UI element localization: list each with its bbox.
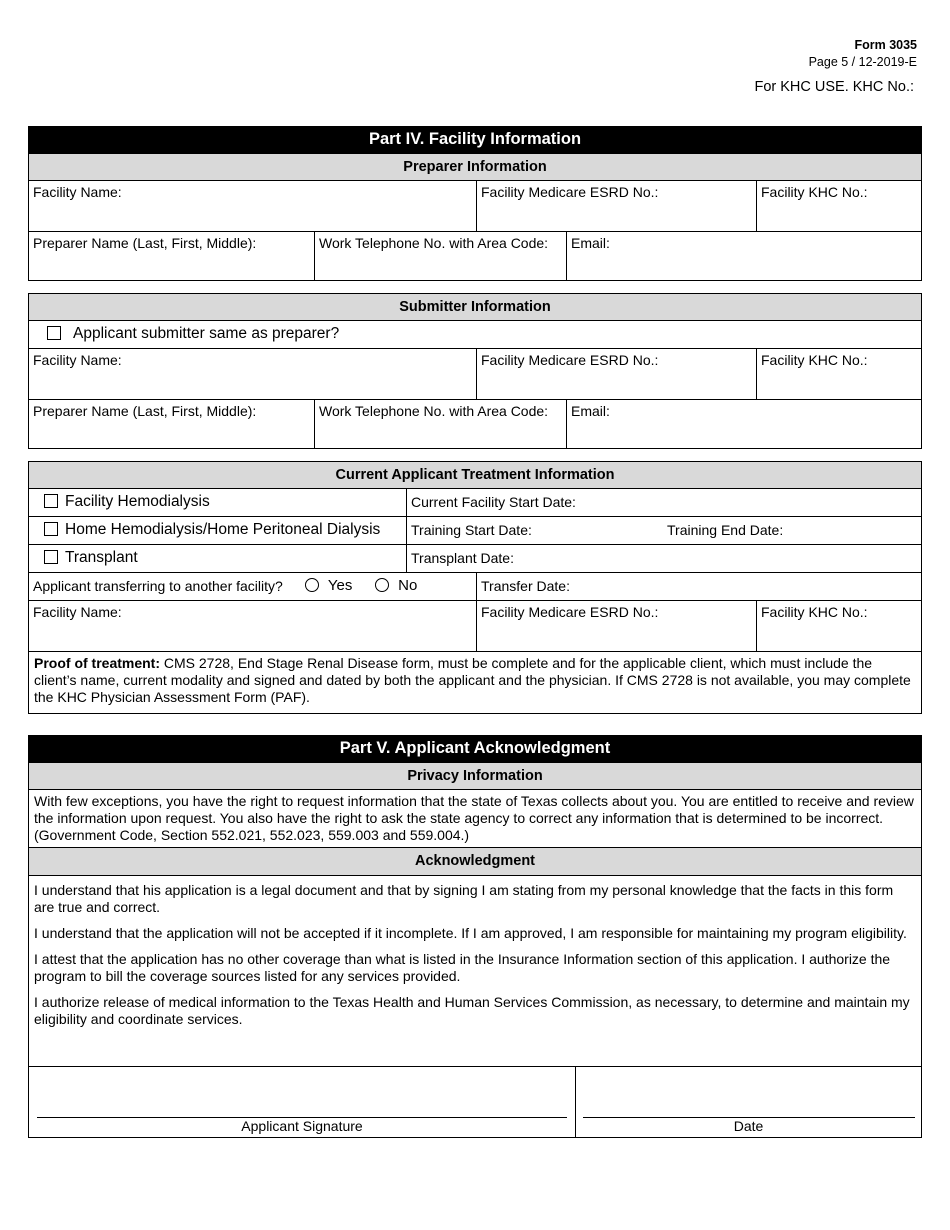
privacy-text: With few exceptions, you have the right to request information that the state of Texas collects about you. You are entitled to receive and review the information upon request. You also have the right to ask the state agency to correct any information that is determined to be incorrect. (Government Code, Section 552.021, 552.023, 559.003 and 559.004.) [34,793,914,843]
transfer-date-label: Transfer Date: [481,578,570,594]
yes-label: Yes [327,577,353,594]
no-radio[interactable] [375,578,389,592]
part4-title: Part IV. Facility Information [28,126,922,153]
ack-paragraph: I attest that the application has no other coverage than what is listed in the Insurance Information section of this application. I authorize the program to bill the coverage sources listed for any services provided. [34,951,891,984]
ack-paragraph: I authorize release of medical information to the Texas Health and Human Services Commission, as necessary, to determine and maintain my eligibility and coordinate services. [34,994,910,1027]
ack-paragraph: I understand that his application is a legal document and that by signing I am stating from my personal knowledge that the facts in this form are true and correct. [34,882,894,915]
facility-name-label: Facility Name: [33,604,122,620]
transplant-checkbox[interactable] [44,550,58,564]
home-dialysis-label: Home Hemodialysis/Home Peritoneal Dialysis [65,521,381,538]
transplant-date-field[interactable] [406,545,921,572]
transplant-option[interactable] [29,545,406,572]
proof-text: CMS 2728, End Stage Renal Disease form, must be complete and for the applicable client, which must include the client’s name, current modality and signed and dated by both the applicant and the physician. If CMS 2728 is not available, you may complete the KHC Physician Assessment Form (PAF). [34,655,911,705]
privacy-heading: Privacy Information [28,762,922,790]
facility-hemodialysis-checkbox[interactable] [44,494,58,508]
submitter-work-phone-field[interactable] [314,400,566,448]
facility-name-label: Facility Name: [33,184,122,200]
preparer-section [28,126,922,281]
transfer-question [29,573,476,600]
acknowledgment-section [28,735,922,1138]
acknowledgment-heading: Acknowledgment [28,848,922,876]
submitter-heading: Submitter Information [28,293,922,321]
transplant-label: Transplant [65,549,138,566]
home-dialysis-option[interactable] [29,517,406,544]
signature-label: Applicant Signature [241,1118,363,1134]
facility-hemodialysis-label: Facility Hemodialysis [65,493,210,510]
treatment-heading: Current Applicant Treatment Information [28,461,922,489]
ack-paragraph: I understand that the application will not be accepted if it incomplete. If I am approved, I am responsible for maintaining my program eligibility. [34,925,907,941]
submitter-facility-name-field[interactable] [29,349,476,399]
same-as-preparer-checkbox[interactable] [47,326,61,340]
submitter-preparer-name-field[interactable] [29,400,314,448]
preparer-name-label: Preparer Name (Last, First, Middle): [33,235,257,251]
preparer-medicare-esrd-field[interactable] [476,181,756,231]
start-date-label: Current Facility Start Date: [411,494,576,510]
transfer-question-label: Applicant transferring to another facility? [33,578,283,594]
treatment-section [28,461,922,714]
preparer-name-label: Preparer Name (Last, First, Middle): [33,403,257,419]
submitter-section [28,293,922,449]
acknowledgment-text [29,876,921,1066]
transplant-date-label: Transplant Date: [411,550,514,566]
transfer-medicare-esrd-field[interactable] [476,601,756,651]
medicare-esrd-label: Facility Medicare ESRD No.: [481,352,659,368]
transfer-khc-no-field[interactable] [756,601,921,651]
same-as-preparer-option[interactable] [29,321,921,348]
part5-title: Part V. Applicant Acknowledgment [28,735,922,762]
date-field[interactable] [575,1067,921,1137]
email-label: Email: [571,235,610,251]
khc-no-label: Facility KHC No.: [761,184,868,200]
yes-radio[interactable] [305,578,319,592]
preparer-heading: Preparer Information [28,153,922,181]
same-as-preparer-label: Applicant submitter same as preparer? [73,325,340,342]
email-label: Email: [571,403,610,419]
work-phone-label: Work Telephone No. with Area Code: [319,403,549,419]
work-phone-label: Work Telephone No. with Area Code: [319,235,549,251]
transfer-yes-option[interactable] [305,577,352,594]
form-number: Form 3035 [854,38,917,52]
preparer-work-phone-field[interactable] [314,232,566,280]
preparer-khc-no-field[interactable] [756,181,921,231]
date-label: Date [733,1118,764,1134]
proof-of-treatment [29,652,921,713]
current-facility-start-date-field[interactable] [406,489,921,516]
preparer-name-field[interactable] [29,232,314,280]
no-label: No [398,577,418,594]
submitter-khc-no-field[interactable] [756,349,921,399]
home-dialysis-checkbox[interactable] [44,522,58,536]
transfer-facility-name-field[interactable] [29,601,476,651]
training-dates-field[interactable] [406,517,921,544]
khc-no-label: Facility KHC No.: [761,604,868,620]
preparer-email-field[interactable] [566,232,921,280]
medicare-esrd-label: Facility Medicare ESRD No.: [481,184,659,200]
training-start-date-label: Training Start Date: [411,522,532,538]
preparer-facility-name-field[interactable] [29,181,476,231]
submitter-medicare-esrd-field[interactable] [476,349,756,399]
page-info: Page 5 / 12-2019-E [808,55,917,69]
facility-name-label: Facility Name: [33,352,122,368]
applicant-signature-field[interactable] [29,1067,575,1137]
submitter-email-field[interactable] [566,400,921,448]
facility-hemodialysis-option[interactable] [29,489,406,516]
transfer-date-field[interactable] [476,573,921,600]
medicare-esrd-label: Facility Medicare ESRD No.: [481,604,659,620]
transfer-no-option[interactable] [375,577,417,594]
khc-use-label: For KHC USE. KHC No.: [754,79,914,95]
training-end-date-label: Training End Date: [667,522,784,538]
proof-label: Proof of treatment: [34,655,160,671]
khc-no-label: Facility KHC No.: [761,352,868,368]
